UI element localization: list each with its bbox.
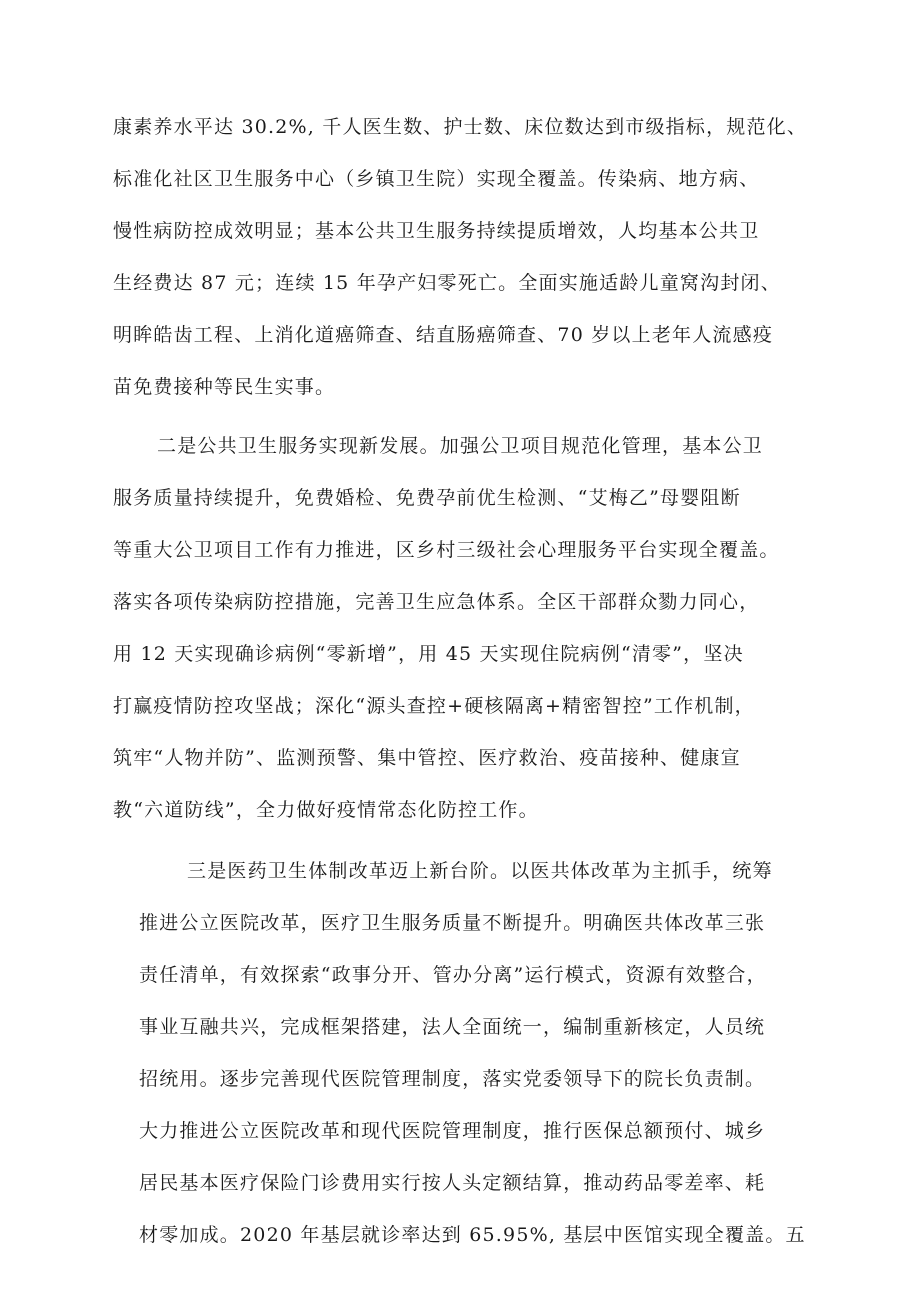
text-line: 明眸皓齿工程、上消化道癌筛查、结直肠癌筛查、70 岁以上老年人流感疫 (113, 324, 774, 346)
text-line: 苗免费接种等民生实事。 (113, 376, 336, 398)
text-line: 服务质量持续提升，免费婚检、免费孕前优生检测、“艾梅乙”母婴阻断 (113, 487, 741, 509)
text-line: 二是公共卫生服务实现新发展。加强公卫项目规范化管理，基本公卫 (157, 435, 764, 457)
text-line: 材零加成。2020 年基层就诊率达到 65.95%, 基层中医馆实现全覆盖。五 (139, 1224, 806, 1246)
text-line: 筑牢“人物并防”、监测预警、集中管控、医疗救治、疫苗接种、健康宣 (113, 747, 741, 769)
text-line: 生经费达 87 元；连续 15 年孕产妇零死亡。全面实施适龄儿童窝沟封闭、 (113, 272, 781, 294)
text-line: 推进公立医院改革，医疗卫生服务质量不断提升。明确医共体改革三张 (139, 912, 766, 934)
text-line: 打赢疫情防控攻坚战；深化“源头查控+硬核隔离+精密智控”工作机制， (113, 695, 755, 717)
text-line: 招统用。逐步完善现代医院管理制度，落实党委领导下的院长负责制。 (139, 1068, 766, 1090)
text-line: 三是医药卫生体制改革迈上新台阶。以医共体改革为主抓手，统筹 (187, 860, 773, 882)
text-line: 标准化社区卫生服务中心（乡镇卫生院）实现全覆盖。传染病、地方病、 (113, 168, 760, 190)
text-line: 用 12 天实现确诊病例“零新增”，用 45 天实现住院病例“清零”，坚决 (113, 643, 744, 665)
text-line: 教“六道防线”，全力做好疫情常态化防控工作。 (113, 799, 539, 821)
text-line: 大力推进公立医院改革和现代医院管理制度，推行医保总额预付、城乡 (139, 1120, 766, 1142)
text-line: 事业互融共兴，完成框架搭建，法人全面统一，编制重新核定，人员统 (139, 1016, 766, 1038)
text-line: 等重大公卫项目工作有力推进，区乡村三级社会心理服务平台实现全覆盖。 (113, 539, 780, 561)
text-line: 慢性病防控成效明显；基本公共卫生服务持续提质增效，人均基本公共卫 (113, 220, 760, 242)
text-line: 居民基本医疗保险门诊费用实行按人头定额结算，推动药品零差率、耗 (139, 1172, 766, 1194)
text-line: 责任清单，有效探索“政事分开、管办分离”运行模式，资源有效整合， (139, 964, 767, 986)
text-line: 康素养水平达 30.2%, 千人医生数、护士数、床位数达到市级指标，规范化、 (113, 116, 808, 138)
text-line: 落实各项传染病防控措施，完善卫生应急体系。全区干部群众勠力同心， (113, 591, 760, 613)
